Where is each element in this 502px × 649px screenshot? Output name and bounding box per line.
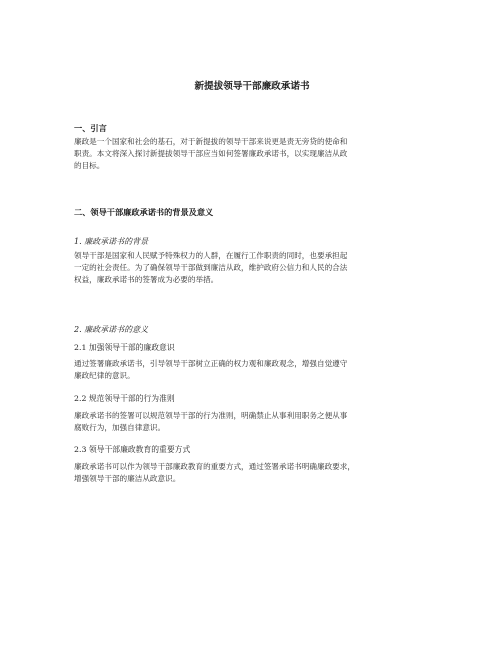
paragraph-line: 廉政纪律的意识。 xyxy=(74,371,135,380)
subsection-heading-significance: 2. 廉政承诺书的意义 xyxy=(74,325,149,334)
paragraph-line: 廉政是一个国家和社会的基石，对于新提拔的领导干部来说更是责无旁贷的使命和 xyxy=(74,137,348,146)
intro-paragraph xyxy=(74,136,430,172)
item-heading-2-2: 2.2 规范领导干部的行为准则 xyxy=(74,394,175,403)
item-paragraph-2-1 xyxy=(74,358,430,382)
paragraph-line: 权益，廉政承诺书的签署成为必要的举措。 xyxy=(74,275,219,284)
item-paragraph-2-2 xyxy=(74,410,430,434)
subsection-heading-background: 1. 廉政承诺书的背景 xyxy=(74,237,149,246)
item-heading-2-1: 2.1 加强领导干部的廉政意识 xyxy=(74,343,175,352)
paragraph-line: 增强领导干部的廉洁从政意识。 xyxy=(74,474,181,483)
paragraph-line: 通过签署廉政承诺书，引导领导干部树立正确的权力观和廉政观念，增强自觉遵守 xyxy=(74,359,348,368)
paragraph-line: 的目标。 xyxy=(74,161,105,170)
paragraph-line: 一定的社会责任。为了确保领导干部做到廉洁从政，维护政府公信力和人民的合法 xyxy=(74,263,348,272)
background-paragraph xyxy=(74,250,430,286)
paragraph-line: 廉政承诺书的签署可以规范领导干部的行为准则，明确禁止从事利用职务之便从事 xyxy=(74,411,348,420)
document-title: 新提拔领导干部廉政承诺书 xyxy=(194,81,310,92)
section-heading-background: 二、领导干部廉政承诺书的背景及意义 xyxy=(74,207,214,217)
item-heading-2-3: 2.3 领导干部廉政教育的重要方式 xyxy=(74,445,191,454)
paragraph-line: 领导干部是国家和人民赋予特殊权力的人群，在履行工作职责的同时，也要承担起 xyxy=(74,251,348,260)
paragraph-line: 廉政承诺书可以作为领导干部廉政教育的重要方式，通过签署承诺书明确廉政要求， xyxy=(74,462,355,471)
section-heading-intro: 一、引言 xyxy=(74,123,107,133)
paragraph-line: 职责。本文将深入探讨新提拔领导干部应当如何签署廉政承诺书，以实现廉洁从政 xyxy=(74,149,348,158)
item-paragraph-2-3 xyxy=(74,461,430,485)
paragraph-line: 腐败行为，加强自律意识。 xyxy=(74,423,166,432)
